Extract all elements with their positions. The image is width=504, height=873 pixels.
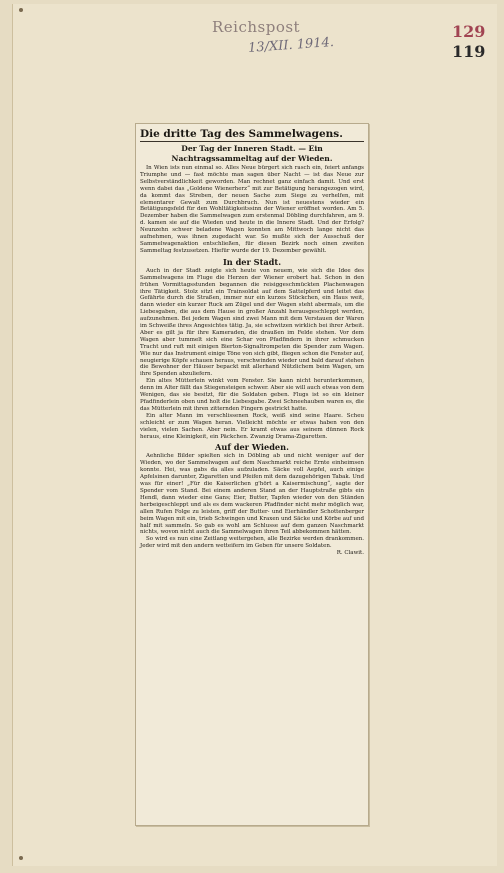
article-subheadline: Der Tag der Inneren Stadt. — Ein Nachtragssammeltag auf der Wieden. [171,144,333,163]
section-title-wieden: Auf der Wieden. [215,442,289,453]
paragraph-wieden-2: So wird es nun eine Zeitlang weitergehen, alle Bezirke werden drankommen. Jeder wird mit den andern wetteifern im Geben für unsere Soldaten. [140,536,364,550]
page-number-stamp: 119 [452,42,486,61]
paragraph-stadt-3: Ein alter Mann im verschlissenen Rock, weiß sind seine Haare. Scheu schleicht er zum Wagen heran. Vielleicht möchte er etwas haben von den vielen, vielen Sachen. Aber nein. Er kramt etwas aus seinem dünnen Rock heraus, eine Kleinigkeit, ein Päckchen. Zwanzig Drama-Zigaretten. [140,412,364,440]
headline-rule [140,141,364,142]
newspaper-title: Reichspost [212,18,301,36]
handwritten-date: 13/XII. 1914. [247,35,335,56]
paragraph-wieden-1: Aehnliche Bilder spielten sich in Döbling ab und nicht weniger auf der Wieden, wo der Sammelwagen auf dem Naschmarkt reiche Ernte einheimsen konnte. Hei, was gabs da alles aufzuladen. Säcke voll Aepfel, auch einige Apfelsinen darunter, Zigaretten und Pfeifen mit dem dazugehörigen Tabak. Und was für einer! „Für die Kaiserlichen g'hört a Kaisermischung“, sagte der Spender vom Stand. Bei einem anderen Stand an der Hauptstraße gibts ein Hendl, dann wieder eine Gans; Eier, Butter, Tapfen wieder von den Ständen herbeigeschleppt und als es dem wackeren Pfadfinder nicht mehr möglich war, allen Rufen Folge zu leisten, griff der Butter- und Eierhändler Schottenberger beim Wagen mit ein, trieb Schwingen und Kraxen und Säcke und Körbe auf und half mit sammeln. So gab es wohl am Schlusse auf dem ganzen Naschmarkt nichts, wovon nicht auch die Sammelwagen ihren Teil abbekommen hätten. [140,453,364,536]
page-number-pencil: 129 [452,22,486,41]
tack-hole-icon [19,8,23,12]
author-signature: R. Clawit. [336,550,364,557]
paragraph-stadt-1: Auch in der Stadt zeigte sich heute von neuem, wie sich die Idee des Sammelwagens im Fluge die Herzen der Wiener erobert hat. Schon in den frühen Vormittagsstunden begannen die reisiggeschmückten Plachenwagen ihre Tätigkeit. Stolz sitzt ein Trainsoldat auf dem Sattelpferd und leitet das Gefährte durch die Straßen, immer nur ein kurzes Stückchen, ein Haus weit, dann wieder ein kurzer Ruck am Zügel und der Wagen steht abermals, um die Liebesgaben, die aus dem Hause in großer Anzahl herausgeschleppt werden, aufzunehmen. Bei jedem Wagen sind zwei Mann mit dem Verstauen der Waren im Schweiße ihres Angesichtes tätig. Ja, sie schwitzen wirklich bei ihrer Arbeit. Aber es gilt ja für ihre Kameraden, die draußen im Felde stehen. Vor dem Wagen aber tummelt sich eine Schar von Pfadfindern in ihrer schmucken Tracht und ruft mit einigen Bierton-Signaltrompeten die Spender zum Wagen. Wie nur das Instrument einige Töne von sich gibt, fliegen schon die Fenster auf, neugierige Köpfe schauen heraus, verschwinden wieder und bald darauf stehen die Bewohner der Häuser bepackt mit allerhand Nützlichem beim Wagen, um ihre Spenden abzuliefern. [140,267,364,378]
paragraph-stadt-2: Ein altes Mütterlein winkt vom Fenster. Sie kann nicht herunterkommen, denn im Alter fällt das Stiegensteigen schwer. Aber sie will auch etwas von dem Wenigen, das sie besitzt, für die Soldaten geben. Flugs ist so ein kleiner Pfadfinderlein oben und holt die Liebesgabe. Zwei Schneehauben waren es, die das Mütterlein mit ihren zitternden Fingern gestrickt hatte. [140,378,364,412]
newspaper-clipping [135,123,369,826]
tack-hole-icon [19,856,23,860]
article-headline: Die dritte Tag des Sammelwagens. [140,128,343,140]
section-title-stadt: In der Stadt. [222,256,282,267]
paragraph-intro: In Wien ists nun einmal so. Alles Neue bürgert sich rasch ein, feiert anfangs Triumphe und — fast möchte man sagen über Nacht — ist das Neue zur Selbstverständlichkeit geworden. Man rechnet ganz einfach damit. Und erst wenn dabei das „Goldene Wienerherz“ mit zur Betätigung herangezogen wird, da kommt das Streben, der neuen Sache zum Siege zu verhelfen, mit elementarer Gewalt zum Durchbruch. Nun ist neuestens wieder ein Betätigungsfeld für den Wohltätigkeitssinn der Wiener eröffnet worden. Am 5. Dezember haben die Sammelwagen zum erstenmal Döbling durchfahren, am 9. d. kamen sie auf die Wieden und heute in die Innere Stadt. Und der Erfolg? Neunzehn schwer beladene Wagen konnten am Mittwoch lange nicht das aufnehmen, was ihnen zugedacht war. So mußte sich der Ausschuß der Sammelwagenaktion entschließen, für diesen Bezirk noch einen zweiten Sammeltag festzusetzen. Hiefür wurde der 19. Dezember gewählt. [140,165,364,254]
